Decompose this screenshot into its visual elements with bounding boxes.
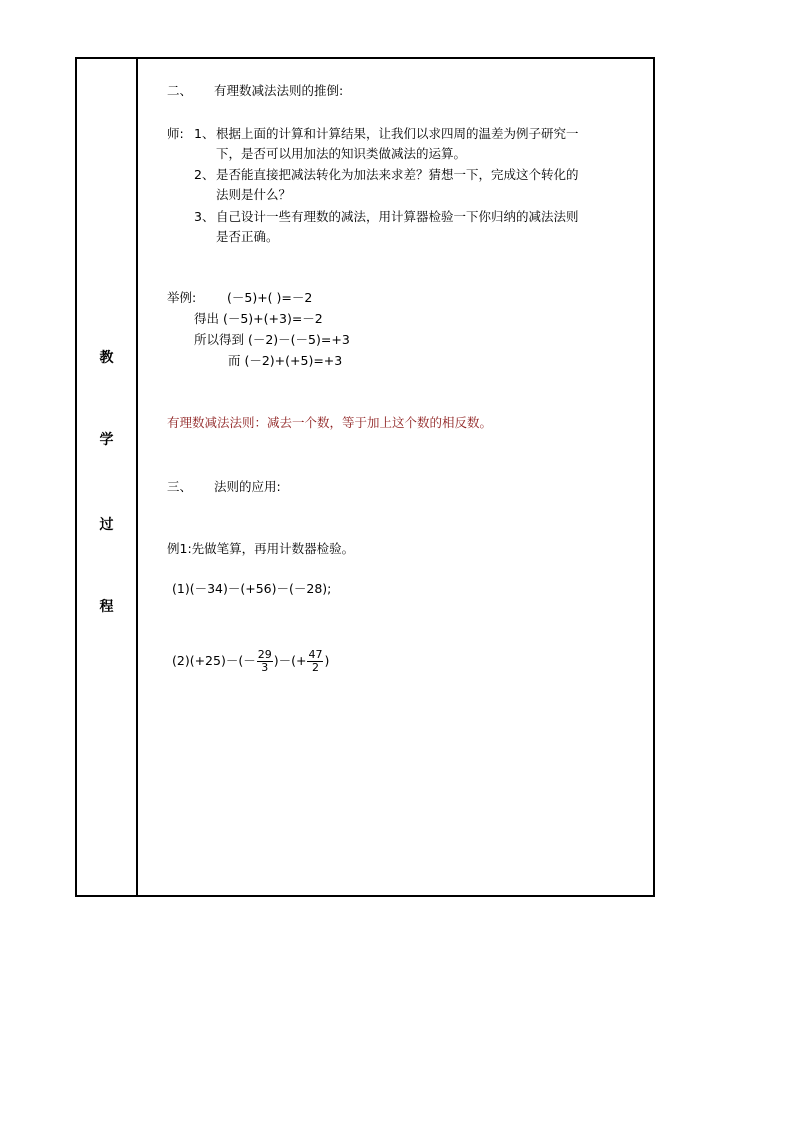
fraction-29-3 (257, 649, 273, 674)
item-1-number: 1、 (194, 126, 215, 141)
fraction-47-2 (307, 649, 323, 674)
item-3-line-2: 是否正确。 (216, 229, 279, 244)
item-3-number: 3、 (194, 209, 215, 224)
teacher-prefix: 师: (167, 126, 184, 141)
problem-2-middle: )－(+ (273, 653, 307, 668)
fraction-1-numerator: 29 (257, 648, 272, 661)
section2-heading: 有理数减法法则的推倒: (214, 83, 344, 98)
example-line-4: 而 (－2)+(+5)=+3 (228, 353, 343, 368)
side-label-char-4: 程 (99, 599, 114, 615)
example-label: 举例: (167, 290, 197, 305)
example-line-1: (－5)+( )=－2 (227, 290, 313, 305)
example-1-instruction: 例1:先做笔算，再用计数器检验。 (167, 541, 355, 556)
example-line-2: 得出 (－5)+(+3)=－2 (194, 311, 323, 326)
item-3-line-1: 自己设计一些有理数的减法，用计算器检验一下你归纳的减法法则 (216, 209, 579, 224)
item-2-number: 2、 (194, 167, 215, 182)
lesson-table (75, 57, 655, 897)
item-2-line-1: 是否能直接把减法转化为加法来求差？猜想一下，完成这个转化的 (216, 167, 579, 182)
section3-heading: 法则的应用: (214, 479, 281, 494)
example-line-3: 所以得到 (－2)－(－5)=+3 (194, 332, 350, 347)
problem-2-prefix: (2)(+25)－(－ (172, 653, 256, 668)
section3-heading-number: 三、 (167, 479, 193, 494)
side-label-char-1: 教 (99, 350, 114, 366)
item-2-line-2: 法则是什么？ (216, 187, 292, 202)
column-divider (136, 59, 138, 895)
problem-1: (1)(－34)－(+56)－(－28); (172, 581, 332, 596)
item-1-line-2: 下，是否可以用加法的知识类做减法的运算。 (216, 146, 467, 161)
fraction-2-denominator: 2 (311, 661, 319, 674)
problem-2 (172, 646, 329, 676)
subtraction-rule: 有理数减法法则：减去一个数，等于加上这个数的相反数。 (167, 415, 493, 430)
section2-heading-number: 二、 (167, 83, 193, 98)
problem-2-suffix: ) (324, 653, 330, 668)
side-label-char-3: 过 (99, 517, 114, 533)
fraction-1-denominator: 3 (261, 661, 269, 674)
fraction-2-numerator: 47 (308, 648, 323, 661)
side-label-char-2: 学 (99, 432, 114, 448)
item-1-line-1: 根据上面的计算和计算结果，让我们以求四周的温差为例子研究一 (216, 126, 579, 141)
